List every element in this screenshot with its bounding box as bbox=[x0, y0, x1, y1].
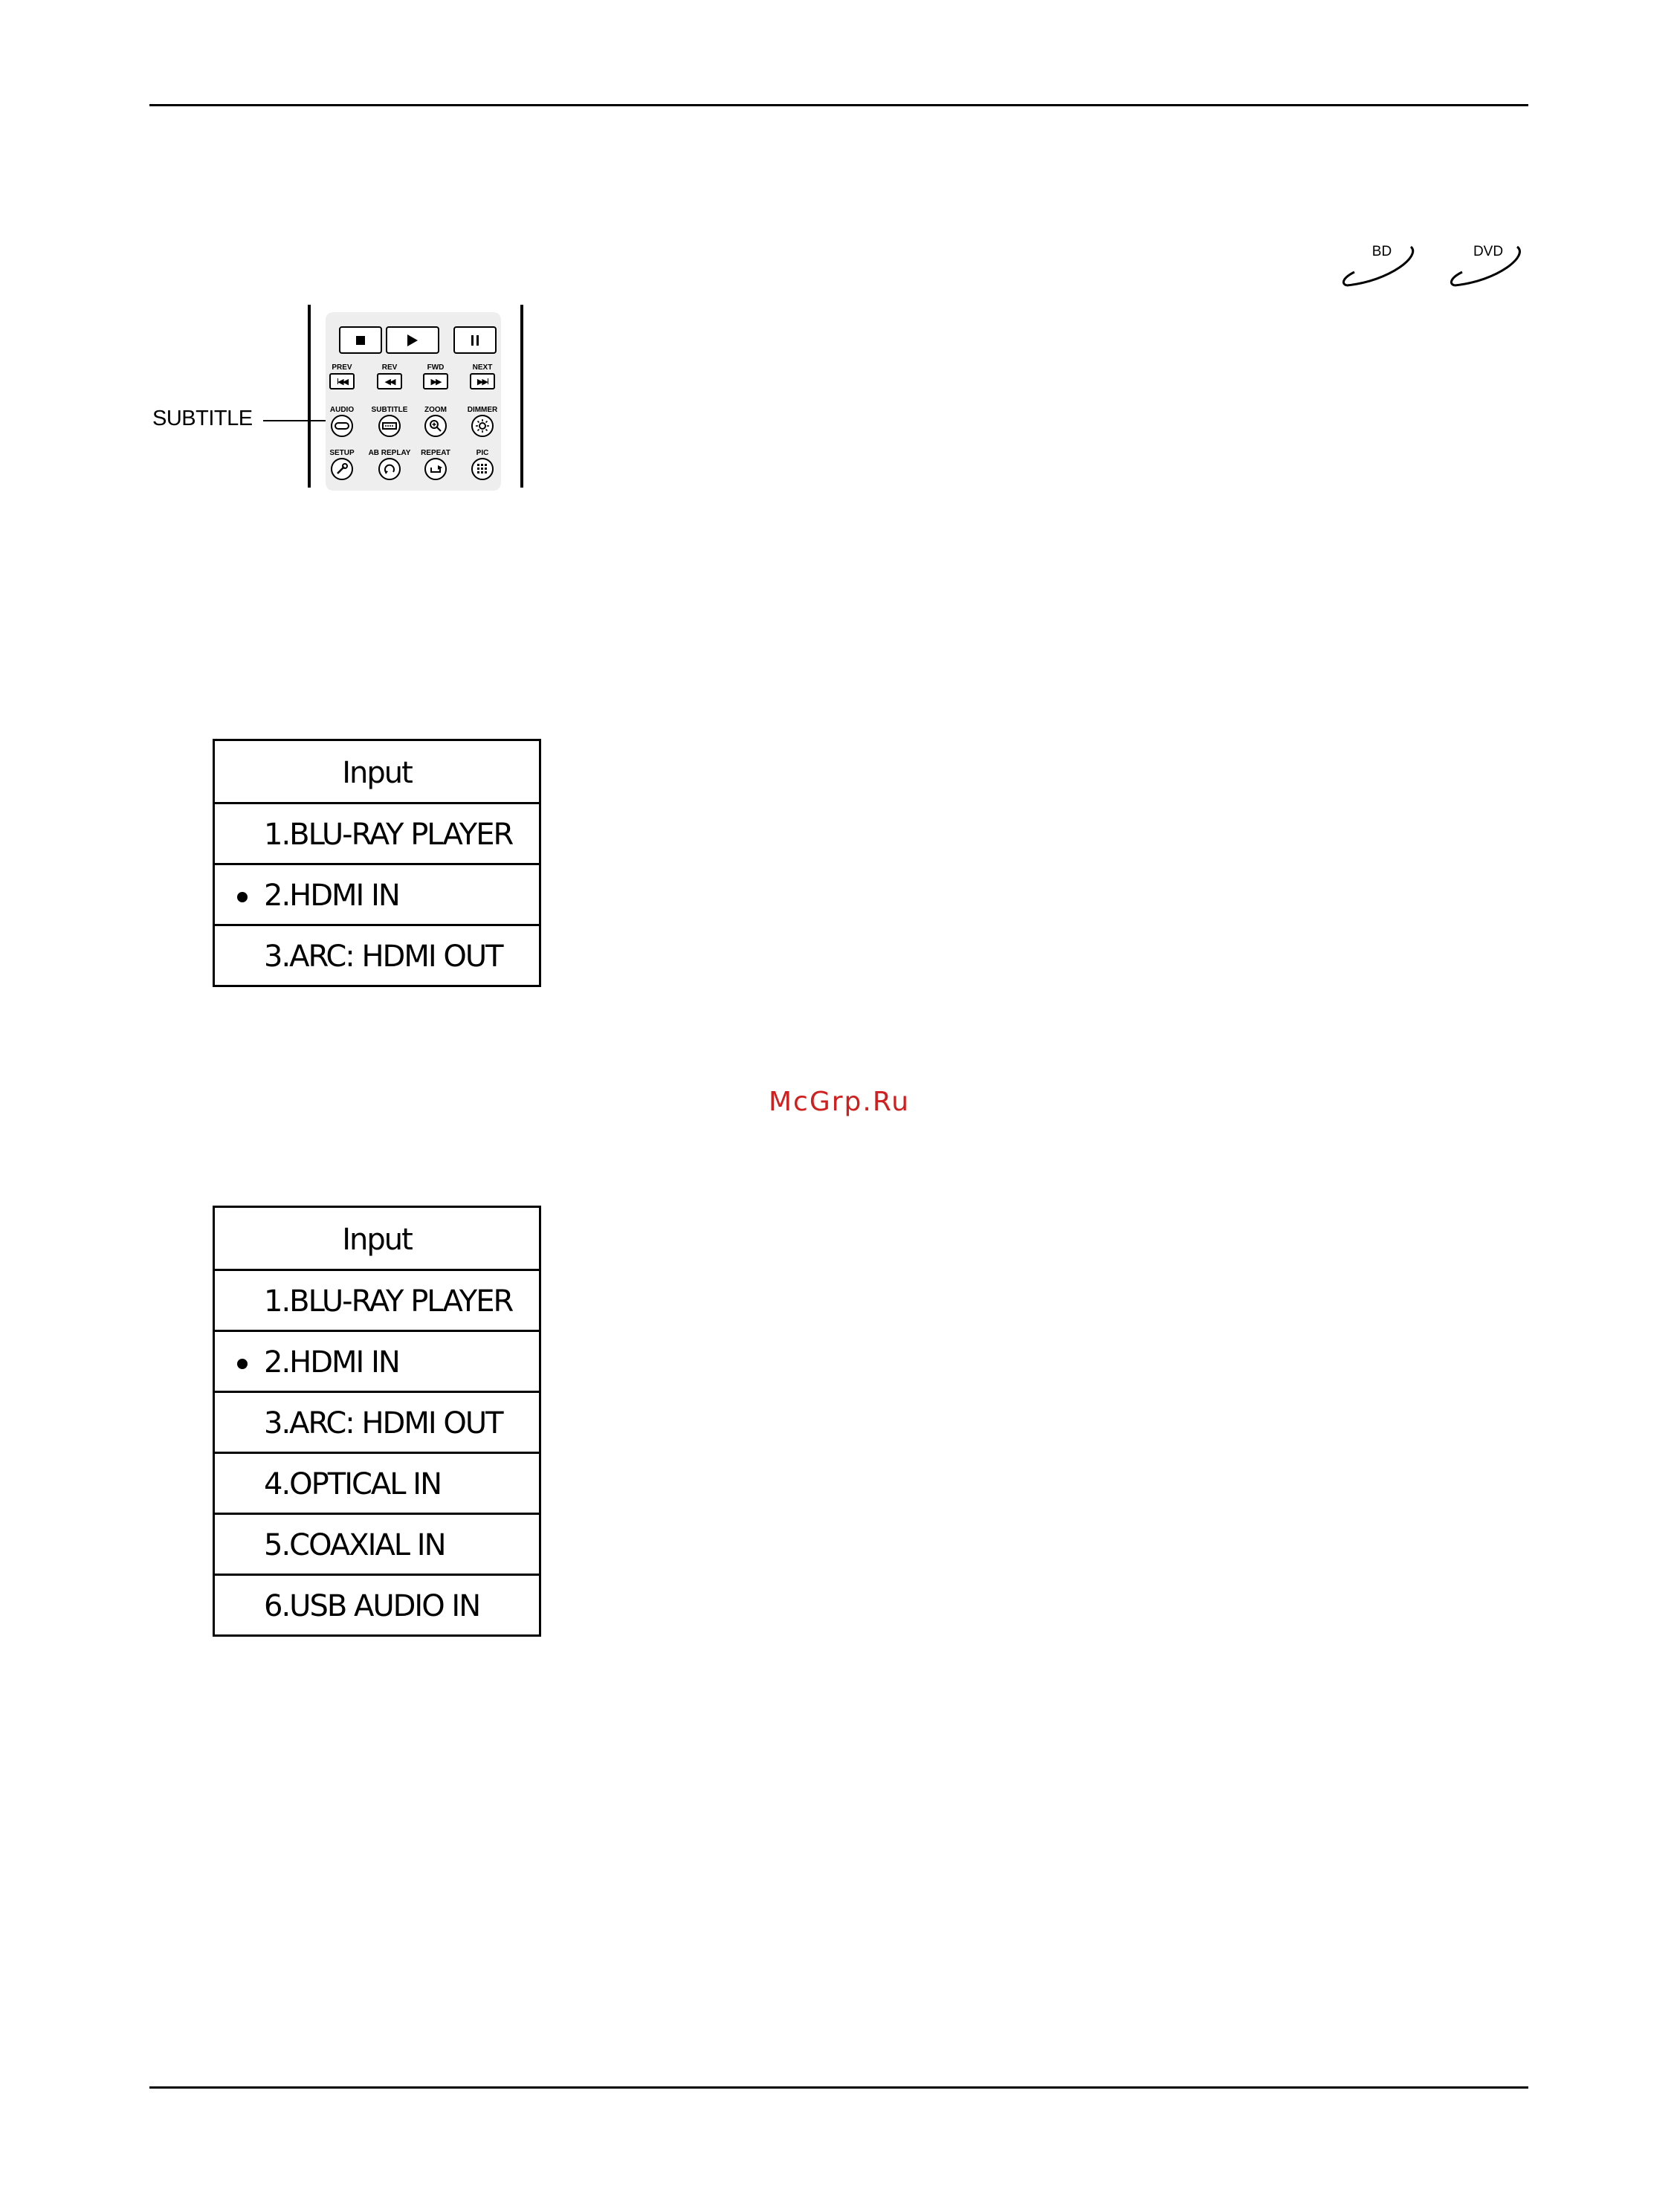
zoom-icon bbox=[429, 419, 442, 433]
fast-forward-icon: ▶▶ bbox=[430, 376, 441, 387]
input-option-label: 2.HDMI IN bbox=[264, 879, 399, 913]
input-option[interactable] bbox=[215, 1454, 539, 1515]
repeat-icon bbox=[428, 463, 443, 475]
setup-label: SETUP bbox=[329, 449, 355, 457]
skip-forward-icon: ▶▶I bbox=[476, 376, 488, 387]
input-option[interactable] bbox=[215, 1393, 539, 1454]
selected-bullet-icon bbox=[237, 1359, 248, 1369]
watermark: McGrp.Ru bbox=[769, 1087, 911, 1117]
subtitle-icon bbox=[382, 421, 397, 430]
zoom-label: ZOOM bbox=[424, 406, 447, 414]
rev-label: REV bbox=[381, 363, 398, 372]
input-menu-full bbox=[213, 1206, 541, 1637]
input-option-label: 4.OPTICAL IN bbox=[264, 1467, 442, 1501]
play-icon bbox=[407, 334, 419, 347]
dvd-label: DVD bbox=[1473, 244, 1504, 259]
next-button[interactable] bbox=[470, 373, 495, 389]
header-rule bbox=[149, 104, 1528, 106]
dvd-disc-badge bbox=[1446, 236, 1528, 293]
audio-icon bbox=[335, 421, 349, 430]
ab-replay-button[interactable] bbox=[378, 458, 401, 480]
remote-illustration bbox=[308, 305, 525, 488]
input-menu-title: Input bbox=[215, 1208, 539, 1271]
wrench-icon bbox=[335, 462, 349, 476]
input-option[interactable] bbox=[215, 1515, 539, 1576]
fwd-label: FWD bbox=[427, 363, 445, 372]
rewind-icon: ◀◀ bbox=[384, 376, 395, 387]
input-option[interactable] bbox=[215, 804, 539, 865]
prev-label: PREV bbox=[332, 363, 352, 372]
setup-button[interactable] bbox=[331, 458, 353, 480]
prev-button[interactable] bbox=[329, 373, 355, 389]
pic-label: PIC bbox=[476, 449, 489, 457]
dimmer-button[interactable] bbox=[471, 415, 494, 437]
audio-button[interactable] bbox=[331, 415, 353, 437]
input-option-label: 6.USB AUDIO IN bbox=[264, 1589, 480, 1623]
pause-icon bbox=[471, 335, 479, 346]
replay-icon bbox=[383, 462, 396, 476]
stop-icon bbox=[356, 336, 365, 345]
input-option[interactable] bbox=[215, 926, 539, 985]
subtitle-button[interactable] bbox=[378, 415, 401, 437]
subtitle-callout-label: SUBTITLE bbox=[152, 407, 253, 430]
input-option-selected[interactable] bbox=[215, 865, 539, 926]
input-option[interactable] bbox=[215, 1576, 539, 1634]
selected-bullet-icon bbox=[237, 892, 248, 902]
remote-edge-left bbox=[308, 305, 311, 488]
input-option[interactable] bbox=[215, 1271, 539, 1332]
footer-rule bbox=[149, 2086, 1528, 2089]
skip-back-icon: I◀◀ bbox=[336, 376, 348, 387]
input-menu-short bbox=[213, 739, 541, 987]
rev-button[interactable] bbox=[377, 373, 402, 389]
input-option-label: 1.BLU-RAY PLAYER bbox=[264, 1284, 513, 1319]
next-label: NEXT bbox=[472, 363, 493, 372]
sun-icon bbox=[475, 418, 490, 433]
input-option-label: 5.COAXIAL IN bbox=[264, 1528, 445, 1562]
input-option-label: 3.ARC: HDMI OUT bbox=[264, 1406, 503, 1440]
bd-disc-badge bbox=[1338, 236, 1420, 293]
zoom-button[interactable] bbox=[424, 415, 447, 437]
input-menu-title: Input bbox=[215, 741, 539, 804]
bd-label: BD bbox=[1371, 244, 1392, 259]
remote-edge-right bbox=[520, 305, 523, 488]
remote-face bbox=[326, 312, 501, 491]
stop-button[interactable] bbox=[339, 326, 382, 354]
grid-icon bbox=[477, 464, 488, 474]
dimmer-label: DIMMER bbox=[467, 406, 498, 414]
input-option-label: 3.ARC: HDMI OUT bbox=[264, 940, 503, 974]
input-option-label: 2.HDMI IN bbox=[264, 1345, 399, 1380]
input-option-label: 1.BLU-RAY PLAYER bbox=[264, 818, 513, 852]
repeat-label: REPEAT bbox=[421, 449, 450, 457]
pause-button[interactable] bbox=[453, 326, 497, 354]
fwd-button[interactable] bbox=[423, 373, 448, 389]
audio-label: AUDIO bbox=[329, 406, 355, 414]
repeat-button[interactable] bbox=[424, 458, 447, 480]
input-option-selected[interactable] bbox=[215, 1332, 539, 1393]
pic-button[interactable] bbox=[471, 458, 494, 480]
subtitle-label: SUBTITLE bbox=[371, 406, 408, 414]
ab-replay-label: AB REPLAY bbox=[368, 449, 411, 457]
play-button[interactable] bbox=[386, 326, 439, 354]
